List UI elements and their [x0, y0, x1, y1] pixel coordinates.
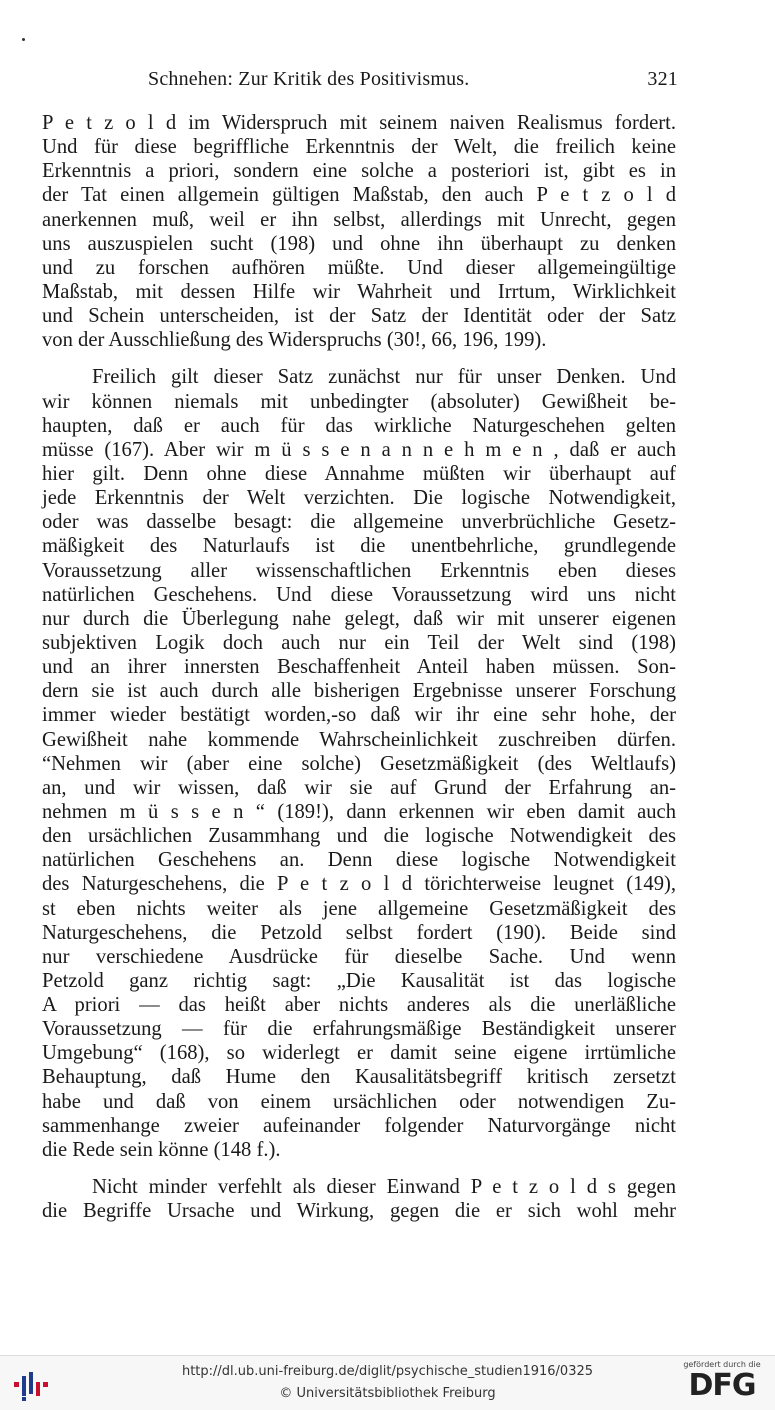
- text-line: und zu forschen aufhören müßte. Und dieser allgemeingültige: [42, 256, 676, 279]
- text-line: Voraussetzung aller wissenschaftlichen Erkenntnis eben dieses: [42, 559, 676, 582]
- text-line: oder was dasselbe besagt: die allgemeine unverbrüchliche Gesetz-: [42, 511, 676, 534]
- text-line: von der Ausschließung des Widerspruchs (30!, 66, 196, 199).: [42, 329, 547, 352]
- paragraph-2: [42, 365, 676, 1162]
- text-line: st eben nichts weiter als jene allgemeine Gesetzmäßigkeit des: [42, 897, 676, 920]
- text-line: Petzold ganz richtig sagt: „Die Kausalität ist das logische: [42, 969, 676, 992]
- text-line: nur verschiedene Ausdrücke für dieselbe Sache. Und wenn: [42, 945, 676, 968]
- paragraph-3: [42, 1175, 676, 1223]
- text-line: Erkenntnis a priori, sondern eine solche a posteriori ist, gibt es in: [42, 160, 676, 183]
- permalink-url[interactable]: http://dl.ub.uni-freiburg.de/diglit/psychische_studien1916/0325: [181, 1364, 594, 1379]
- running-header: [148, 68, 678, 98]
- text-line: immer wieder bestätigt worden,-so daß wir ihr eine sehr hohe, der: [42, 704, 676, 727]
- text-line: A priori — das heißt aber nichts anderes als die unerläßliche: [42, 994, 676, 1017]
- page-body: [42, 111, 676, 1223]
- copyright-notice: © Universitätsbibliothek Freiburg: [279, 1386, 496, 1401]
- text-line: die Rede sein könne (148 f.).: [42, 1138, 281, 1161]
- text-line: sammenhange zweier aufeinander folgender Naturvorgänge nicht: [42, 1114, 676, 1137]
- text-line: und Schein unterscheiden, ist der Satz der Identität oder der Satz: [42, 305, 676, 328]
- running-title: Schnehen: Zur Kritik des Positivismus.: [148, 68, 470, 90]
- text-line: natürlichen Geschehens. Und diese Voraussetzung wird uns nicht: [42, 583, 676, 606]
- text-line: P e t z o l d im Widerspruch mit seinem naiven Realismus fordert.: [42, 112, 676, 134]
- text-line: jede Erkenntnis der Welt verzichten. Die logische Notwendigkeit,: [42, 487, 676, 510]
- text-line: hier gilt. Denn ohne diese Annahme müßten wir überhaupt auf: [42, 462, 676, 485]
- text-line: den ursächlichen Zusammhang und die logische Notwendigkeit des: [42, 825, 676, 848]
- text-line: subjektiven Logik doch auch nur ein Teil der Welt sind (198): [42, 631, 676, 654]
- viewer-footer: [0, 1355, 775, 1410]
- text-line: anerkennen muß, weil er ihn selbst, allerdings mit Unrecht, gegen: [42, 208, 676, 231]
- text-line: “Nehmen wir (aber eine solche) Gesetzmäßigkeit (des Weltlaufs): [42, 752, 676, 775]
- text-line: haupten, daß er auch für das wirkliche Naturgeschehen gelten: [42, 414, 676, 437]
- text-line: uns auszuspielen sucht (198) und ohne ihn überhaupt zu denken: [42, 232, 676, 255]
- text-line: natürlichen Geschehens an. Denn diese logische Notwendigkeit: [42, 849, 676, 872]
- text-line: müsse (167). Aber wir m ü s s e n a n n e h m e n , daß er auch: [42, 438, 676, 461]
- text-line: dern sie ist auch durch alle bisherigen Ergebnisse unserer Forschung: [42, 680, 676, 703]
- text-line: Gewißheit nahe kommende Wahrscheinlichkeit zuschreiben dürfen.: [42, 728, 676, 751]
- text-line: wir können niemals mit unbedingter (absoluter) Gewißheit be-: [42, 390, 676, 413]
- text-line: des Naturgeschehens, die P e t z o l d törichterweise leugnet (149),: [42, 873, 676, 896]
- text-line: Nicht minder verfehlt als dieser Einwand P e t z o l d s gegen: [92, 1176, 676, 1199]
- text-line: Und für diese begriffliche Erkenntnis der Welt, die freilich keine: [42, 136, 676, 159]
- scan-speck: [22, 38, 25, 41]
- text-line: Naturgeschehens, die Petzold selbst fordert (190). Beide sind: [42, 921, 676, 944]
- paragraph-1: [42, 111, 676, 352]
- text-line: an, und wir wissen, daß wir sie auf Grund der Erfahrung an-: [42, 776, 676, 799]
- text-line: nur durch die Überlegung nahe gelegt, daß wir mit unserer eigenen: [42, 607, 676, 630]
- text-line: habe und daß von einem ursächlichen oder notwendigen Zu-: [42, 1090, 676, 1113]
- dfg-wordmark: DFG: [688, 1368, 756, 1403]
- text-line: Umgebung“ (168), so widerlegt er damit seine eigene irrtümliche: [42, 1042, 676, 1065]
- page-number: 321: [647, 68, 678, 90]
- dfg-tagline: gefördert durch die: [683, 1360, 761, 1369]
- text-line: mäßigkeit des Naturlaufs ist die unentbehrliche, grundlegende: [42, 535, 676, 558]
- text-line: nehmen m ü s s e n “ (189!), dann erkennen wir eben damit auch: [42, 800, 676, 823]
- text-line: Behauptung, daß Hume den Kausalitätsbegriff kritisch zersetzt: [42, 1066, 676, 1089]
- text-line: Voraussetzung — für die erfahrungsmäßige Beständigkeit unserer: [42, 1018, 676, 1041]
- dfg-logo: [679, 1360, 765, 1406]
- text-line: Freilich gilt dieser Satz zunächst nur für unser Denken. Und: [92, 366, 676, 389]
- text-line: Maßstab, mit dessen Hilfe wir Wahrheit und Irrtum, Wirklichkeit: [42, 280, 676, 303]
- text-line: der Tat einen allgemein gültigen Maßstab, den auch P e t z o l d: [42, 184, 676, 207]
- text-line: und an ihrer innersten Beschaffenheit Anteil haben müssen. Son-: [42, 656, 676, 679]
- text-line: die Begriffe Ursache und Wirkung, gegen die er sich wohl mehr: [42, 1200, 676, 1223]
